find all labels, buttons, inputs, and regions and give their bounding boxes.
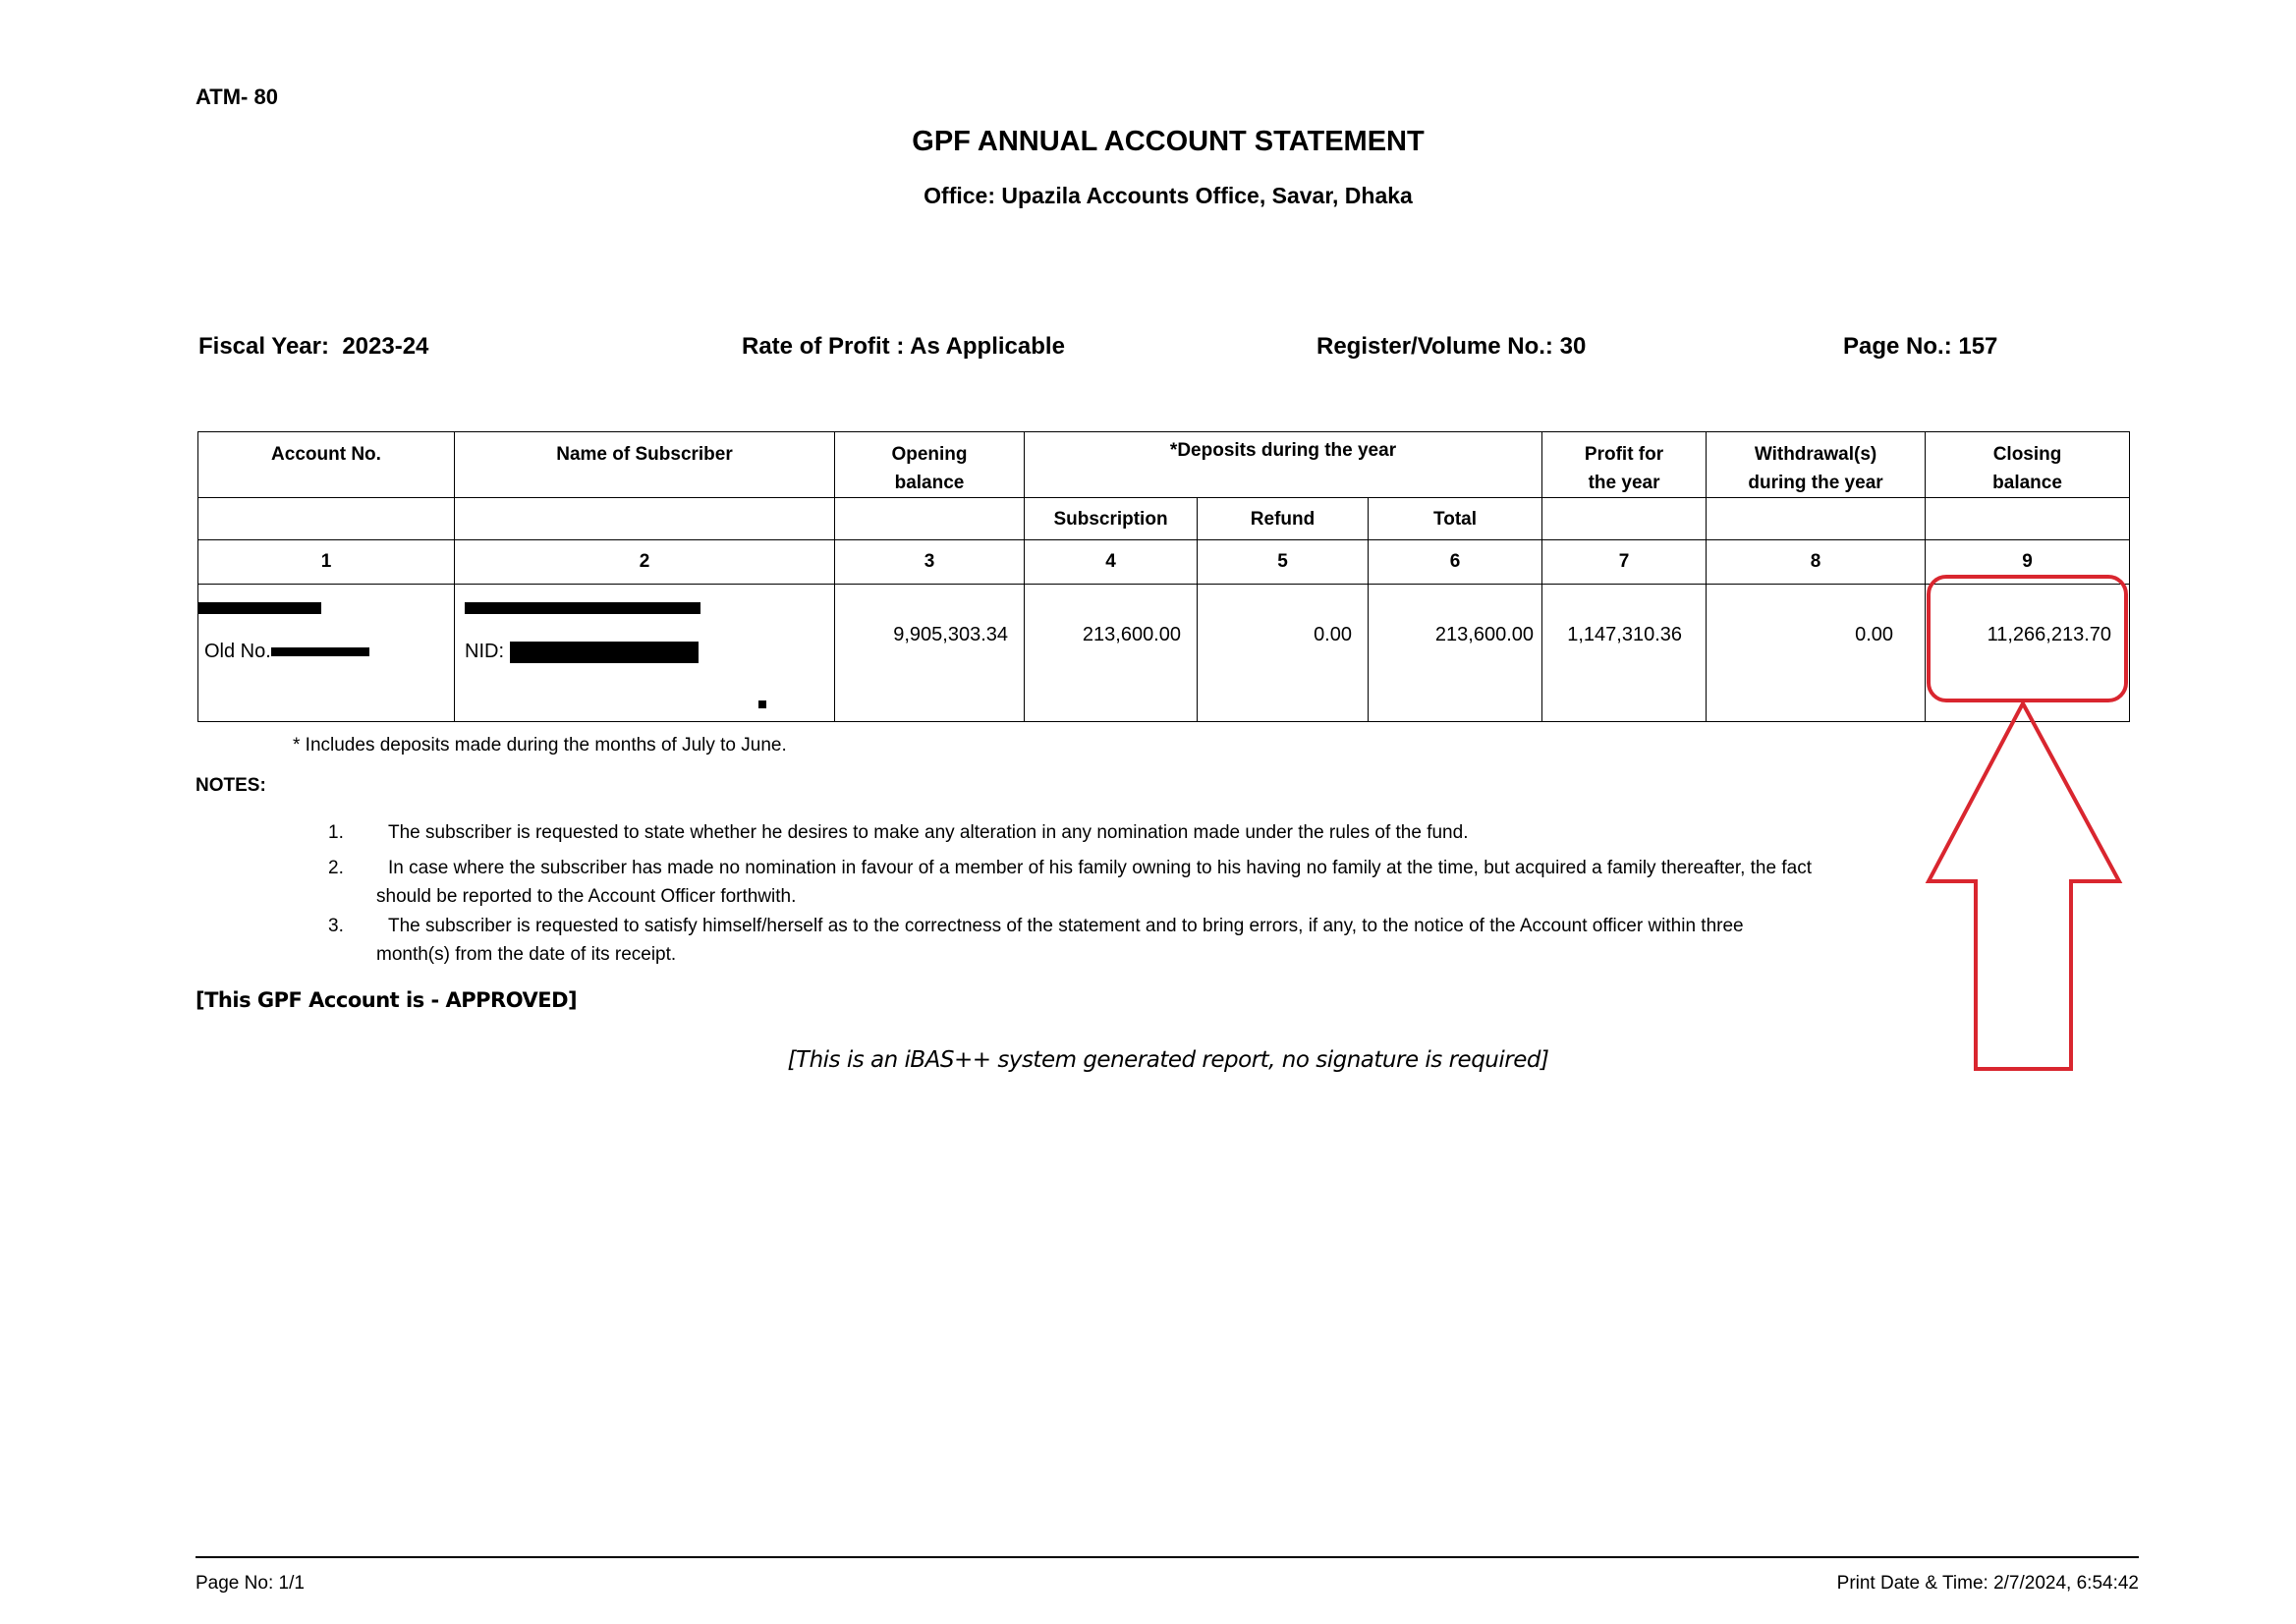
account-number-redacted <box>198 596 454 619</box>
fiscal-year: Fiscal Year: 2023-24 <box>198 333 429 360</box>
column-number: 5 <box>1198 540 1369 585</box>
header-total: Total <box>1369 498 1542 540</box>
nid-field: NID: <box>455 641 834 663</box>
header-deposits: *Deposits during the year <box>1025 432 1542 498</box>
header-account-no: Account No. <box>198 432 455 498</box>
arrow-up-icon <box>1929 703 2119 1069</box>
subscriber-name-redacted <box>455 596 834 619</box>
total-value: 213,600.00 <box>1369 585 1542 722</box>
profit-value: 1,147,310.36 <box>1542 585 1707 722</box>
footer-page-number: Page No: 1/1 <box>196 1573 305 1594</box>
deposits-footnote: * Includes deposits made during the months of July to June. <box>293 735 787 756</box>
column-number: 1 <box>198 540 455 585</box>
closing-balance-value: 11,266,213.70 <box>1926 585 2130 722</box>
account-cell <box>198 585 455 722</box>
column-number: 4 <box>1025 540 1198 585</box>
column-number: 3 <box>835 540 1025 585</box>
statement-table <box>197 431 2130 722</box>
header-name: Name of Subscriber <box>455 432 835 498</box>
column-number: 9 <box>1926 540 2130 585</box>
header-subscription: Subscription <box>1025 498 1198 540</box>
column-number-row <box>198 540 2130 585</box>
footer-print-datetime: Print Date & Time: 2/7/2024, 6:54:42 <box>1836 1573 2139 1594</box>
header-refund: Refund <box>1198 498 1369 540</box>
header-withdrawal: Withdrawal(s) during the year <box>1707 432 1926 498</box>
office-name: Office: Upazila Accounts Office, Savar, Dhaka <box>924 183 1413 208</box>
subscription-value: 213,600.00 <box>1025 585 1198 722</box>
page-number: Page No.: 157 <box>1843 333 1998 360</box>
note-2-number: 2. <box>328 858 344 878</box>
refund-value: 0.00 <box>1198 585 1369 722</box>
subscriber-cell <box>455 585 835 722</box>
note-3-text: The subscriber is requested to satisfy himself/herself as to the correctness of the statement and to bring errors, if any, to the notice of the Account officer within three <box>388 916 1744 936</box>
note-1-number: 1. <box>328 822 344 843</box>
approval-status: [This GPF Account is - APPROVED] <box>196 988 578 1012</box>
system-generated-note: [This is an iBAS++ system generated report, no signature is required] <box>787 1047 1549 1073</box>
marker-dot <box>758 700 766 708</box>
withdrawal-value: 0.00 <box>1707 585 1926 722</box>
subheader-row <box>198 498 2130 540</box>
register-volume: Register/Volume No.: 30 <box>1316 333 1587 360</box>
table-row <box>198 585 2130 722</box>
column-number: 6 <box>1369 540 1542 585</box>
old-number: Old No. <box>198 641 454 663</box>
form-code: ATM- 80 <box>196 84 278 109</box>
column-number: 7 <box>1542 540 1707 585</box>
note-2-text: In case where the subscriber has made no nomination in favour of a member of his family owning to his having no family at the time, but acquired a family thereafter, the fact <box>388 858 1812 878</box>
header-profit: Profit for the year <box>1542 432 1707 498</box>
opening-balance-value: 9,905,303.34 <box>835 585 1025 722</box>
column-number: 2 <box>455 540 835 585</box>
footer-divider <box>196 1556 2139 1558</box>
header-row <box>198 432 2130 498</box>
document-title: GPF ANNUAL ACCOUNT STATEMENT <box>912 126 1425 157</box>
rate-of-profit: Rate of Profit : As Applicable <box>742 333 1065 360</box>
note-3-text-cont: month(s) from the date of its receipt. <box>376 944 677 965</box>
header-opening-balance: Opening balance <box>835 432 1025 498</box>
note-2-text-cont: should be reported to the Account Officer forthwith. <box>376 886 797 907</box>
note-3-number: 3. <box>328 916 344 936</box>
note-1-text: The subscriber is requested to state whether he desires to make any alteration in any nomination made under the rules of the fund. <box>388 822 1469 843</box>
notes-heading: NOTES: <box>196 775 266 796</box>
header-closing-balance: Closing balance <box>1926 432 2130 498</box>
column-number: 8 <box>1707 540 1926 585</box>
